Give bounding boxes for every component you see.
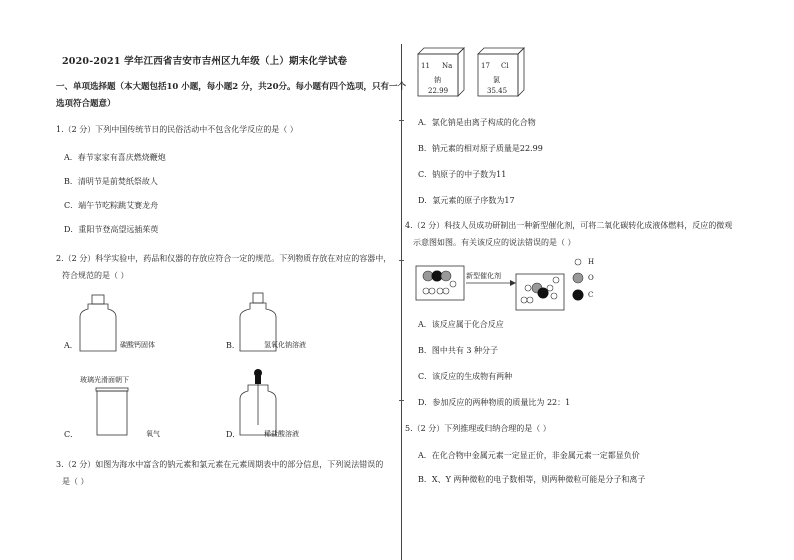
q4-option-a: A．该反应属于化合反应 xyxy=(418,320,504,329)
dropper-bottle-icon xyxy=(238,367,278,437)
q2-option-c-label: 氧气 xyxy=(146,430,160,438)
q2-option-a-label: 碳酸钙固体 xyxy=(120,341,155,349)
atom-legend xyxy=(572,258,584,298)
q5-option-a: A．在化合物中金属元素一定显正价，非金属元素一定都显负价 xyxy=(418,451,640,460)
q2-option-a-letter: A． xyxy=(64,341,78,350)
q4-stem-cont: 示意图如图。有关该反应的说法错误的是（ ） xyxy=(413,238,576,247)
binding-mark xyxy=(399,400,404,401)
q1-option-c: C．端午节吃粽跳艾赛龙舟 xyxy=(64,201,159,210)
q2-stem: 2.（2 分）科学实验中，药品和仪器的存放应符合一定的规范。下列物质存放在对应的容器中， xyxy=(56,254,392,263)
wide-mouth-bottle-icon xyxy=(78,295,118,353)
na-symbol: Na xyxy=(442,62,453,70)
q3-stem: 3.（2 分）如图为海水中富含的钠元素和氯元素在元素周期表中的部分信息，下列说法错误的 xyxy=(56,460,384,469)
page-title: 2020-2021 学年江西省吉安市吉州区九年级（上）期末化学试卷 xyxy=(62,56,348,67)
gas-jar-icon xyxy=(94,388,130,436)
q1-option-a: A．春节家家有喜庆燃烧鞭炮 xyxy=(64,153,166,162)
q2-option-c-note: 玻璃光滑面朝下 xyxy=(80,376,129,384)
q2-option-d-letter: D． xyxy=(226,430,241,439)
cl-mass: 35.45 xyxy=(487,87,508,95)
q3-option-d: D．氯元素的原子序数为17 xyxy=(418,196,515,205)
q4-option-b: B．图中共有 3 种分子 xyxy=(418,346,499,355)
legend-h: H xyxy=(588,258,595,266)
q5-option-b: B．X、Y 两种微粒的电子数相等，则两种微粒可能是分子和离子 xyxy=(418,475,646,484)
q2-option-b-label: 氢氧化钠溶液 xyxy=(264,341,306,349)
section-heading: 一、单项选择题（本大题包括10 小题，每小题2 分，共20分。每小题有四个选项，只有一个 xyxy=(56,82,406,92)
binding-mark xyxy=(399,120,404,121)
legend-c: C xyxy=(588,291,594,299)
q4-option-d: D．参加反应的两种物质的质量比为 22：1 xyxy=(418,398,571,407)
na-mass: 22.99 xyxy=(428,87,449,95)
binding-mark xyxy=(399,260,404,261)
q3-option-c: C．钠原子的中子数为11 xyxy=(418,170,507,179)
q2-option-b-letter: B． xyxy=(226,341,240,350)
na-name: 钠 xyxy=(434,76,441,84)
cl-name: 氯 xyxy=(493,76,500,84)
column-divider xyxy=(401,44,402,560)
section-heading-cont: 选项符合题意） xyxy=(56,99,116,109)
q3-option-a: A．氯化钠是由离子构成的化合物 xyxy=(418,118,536,127)
q5-stem: 5.（2 分）下列推理或归纳合理的是（ ） xyxy=(405,424,551,433)
q2-option-c-letter: C． xyxy=(64,430,79,439)
q1-option-d: D．重阳节登高望远插茱萸 xyxy=(64,225,159,234)
na-number: 11 xyxy=(421,62,430,70)
legend-o: O xyxy=(588,274,594,282)
q1-option-b: B．清明节是前焚纸祭故人 xyxy=(64,177,158,186)
q3-option-b: B．钠元素的相对原子质量是22.99 xyxy=(418,144,543,153)
q1-stem: 1.（2 分）下列中国传统节日的民俗活动中不包含化学反应的是（ ） xyxy=(56,125,298,134)
q4-option-c: C．该反应的生成物有两种 xyxy=(418,372,513,381)
reaction-diagram xyxy=(416,262,616,312)
q2-option-d-label: 稀盐酸溶液 xyxy=(264,430,299,438)
cl-symbol: Cl xyxy=(501,62,509,70)
q2-stem-cont: 符合规范的是（ ） xyxy=(62,271,129,280)
q3-stem-cont: 是（ ） xyxy=(62,477,89,486)
q4-stem: 4.（2 分）科技人员成功研制出一种新型催化剂，可将二氧化碳转化成液体燃料，反应的微观 xyxy=(405,221,733,230)
catalyst-label: 新型催化剂 xyxy=(466,272,501,280)
cl-number: 17 xyxy=(481,62,490,70)
